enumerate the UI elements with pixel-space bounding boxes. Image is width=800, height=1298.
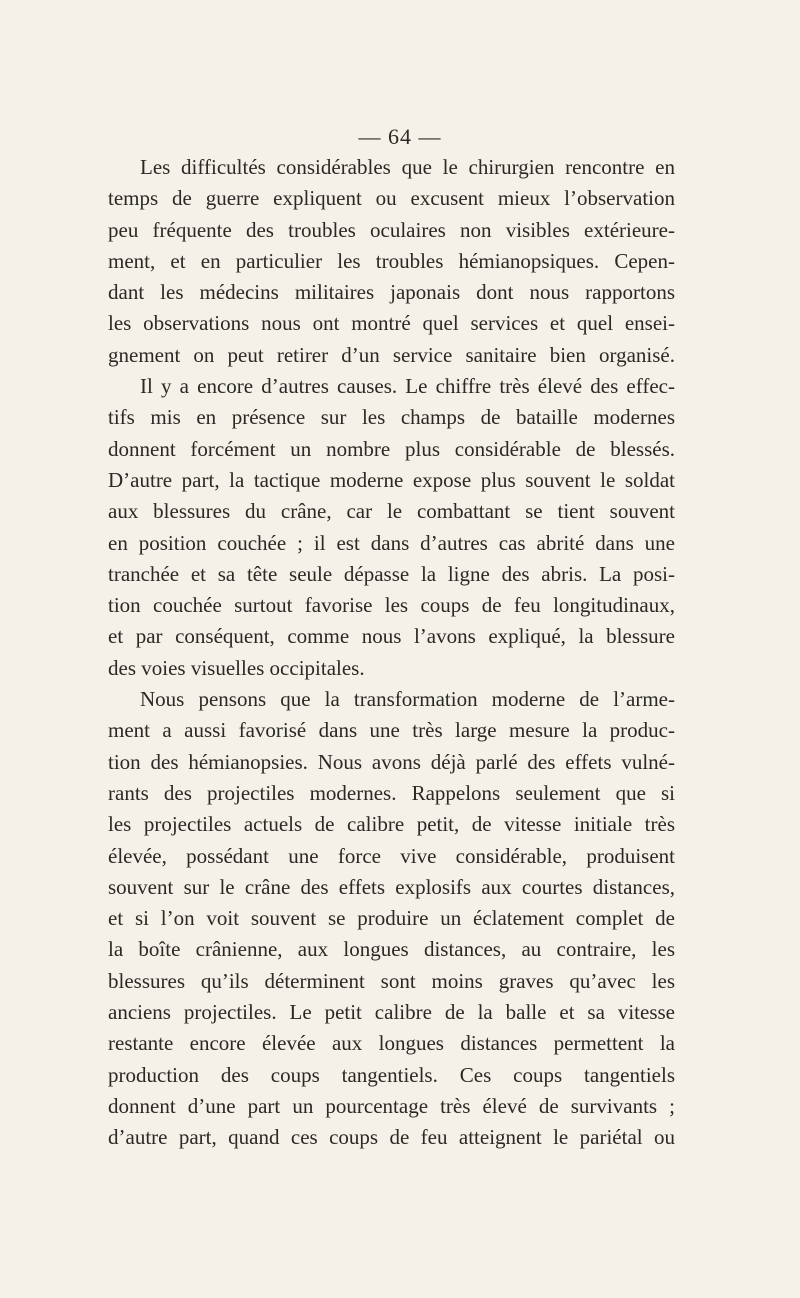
text-line: tranchée et sa tête seule dépasse la ligne des abris. La posi- xyxy=(108,561,675,586)
text-line: les projectiles actuels de calibre petit, de vitesse initiale très xyxy=(108,812,675,837)
text-line: d’autre part, quand ces coups de feu atteignent le pariétal ou xyxy=(108,1125,675,1150)
text-line: ment, et en particulier les troubles hémianopsiques. Cepen- xyxy=(108,248,675,273)
body-text xyxy=(108,152,675,1154)
text-line: et si l’on voit souvent se produire un éclatement complet de xyxy=(108,906,675,931)
text-line: dant les médecins militaires japonais dont nous rapportons xyxy=(108,280,675,305)
text-line: D’autre part, la tactique moderne expose plus souvent le soldat xyxy=(108,467,675,492)
page-number: — 64 — xyxy=(358,124,442,149)
text-line: aux blessures du crâne, car le combattant se tient souvent xyxy=(108,499,675,524)
text-line: tifs mis en présence sur les champs de bataille modernes xyxy=(108,405,675,430)
text-line: blessures qu’ils déterminent sont moins graves qu’avec les xyxy=(108,968,675,993)
text-line: Nous pensons que la transformation moderne de l’arme- xyxy=(140,687,675,712)
text-line: temps de guerre expliquent ou excusent mieux l’observation xyxy=(108,186,675,211)
text-line: peu fréquente des troubles oculaires non visibles extérieure- xyxy=(108,217,675,242)
text-line: souvent sur le crâne des effets explosifs aux courtes distances, xyxy=(108,874,675,899)
text-line: donnent d’une part un pourcentage très élevé de survivants ; xyxy=(108,1093,675,1118)
text-line: gnement on peut retirer d’un service sanitaire bien organisé. xyxy=(108,342,675,367)
text-line: en position couchée ; il est dans d’autres cas abrité dans une xyxy=(108,530,675,555)
text-line: ment a aussi favorisé dans une très large mesure la produc- xyxy=(108,718,675,743)
text-line: anciens projectiles. Le petit calibre de la balle et sa vitesse xyxy=(108,1000,675,1025)
text-line: restante encore élevée aux longues distances permettent la xyxy=(108,1031,675,1056)
text-line: donnent forcément un nombre plus considérable de blessés. xyxy=(108,436,675,461)
text-line: tion couchée surtout favorise les coups de feu longitudinaux, xyxy=(108,593,675,618)
text-line: les observations nous ont montré quel services et quel ensei- xyxy=(108,311,675,336)
text-line: Les difficultés considérables que le chirurgien rencontre en xyxy=(140,155,675,179)
text-line: et par conséquent, comme nous l’avons expliqué, la blessure xyxy=(108,624,675,649)
text-line: rants des projectiles modernes. Rappelons seulement que si xyxy=(108,780,675,805)
text-line: production des coups tangentiels. Ces coups tangentiels xyxy=(108,1062,675,1087)
text-line: des voies visuelles occipitales. xyxy=(108,655,365,680)
text-line: tion des hémianopsies. Nous avons déjà parlé des effets vulné- xyxy=(108,749,675,774)
text-line: Il y a encore d’autres causes. Le chiffre très élevé des effec- xyxy=(140,374,675,399)
text-line: élevée, possédant une force vive considérable, produisent xyxy=(108,843,675,868)
text-line: la boîte crânienne, aux longues distances, au contraire, les xyxy=(108,937,675,962)
